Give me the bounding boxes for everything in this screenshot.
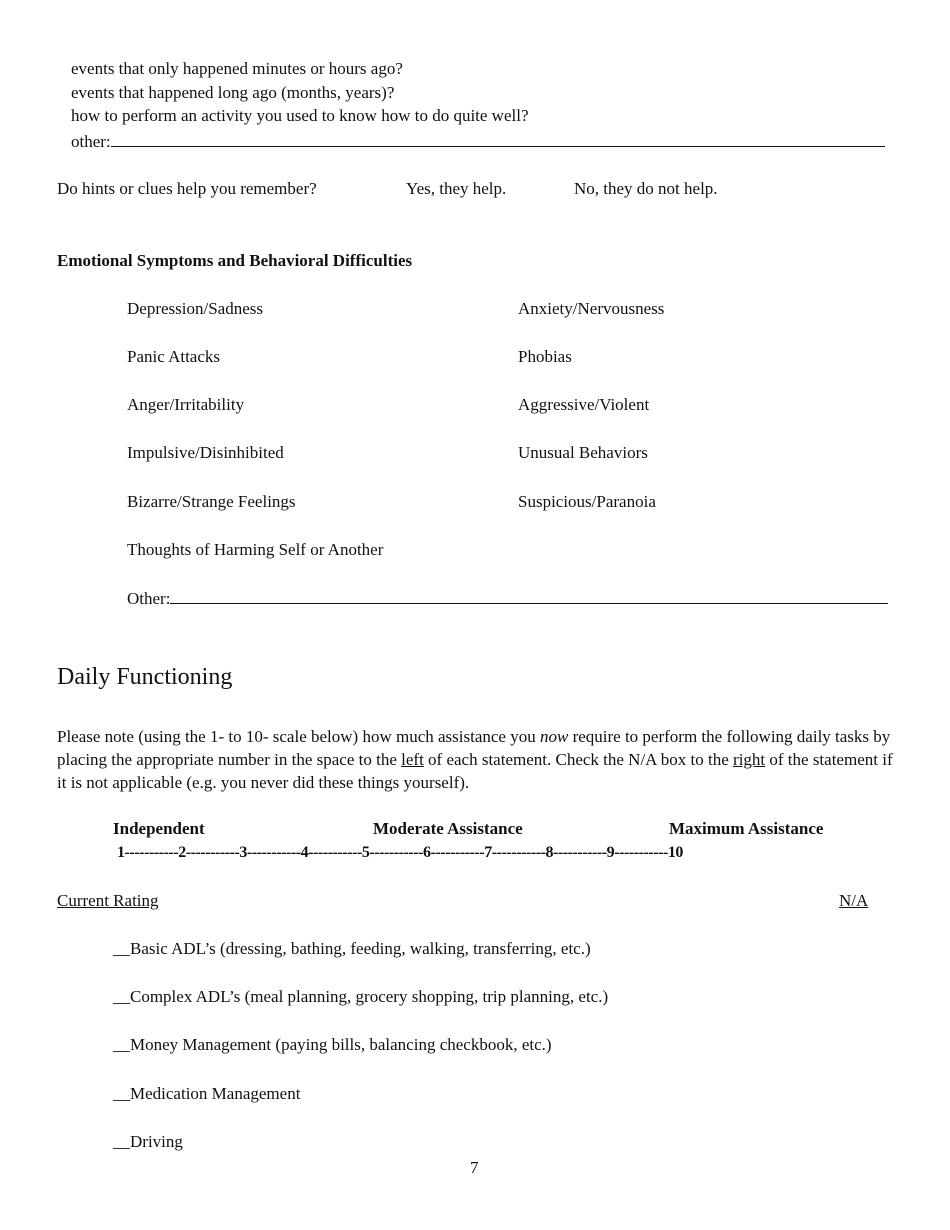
task-driving[interactable]: __Driving <box>113 1132 183 1151</box>
symptom-panic-attacks[interactable]: Panic Attacks <box>127 347 221 366</box>
memory-other-label: other: <box>71 132 111 151</box>
scale-independent: Independent <box>113 819 205 838</box>
symptom-bizarre[interactable]: Bizarre/Strange Feelings <box>127 492 296 511</box>
daily-instructions: Please note (using the 1- to 10- scale below) how much assistance you now require to perform the following daily tasks by placing the appropriate number in the space to the left of each statement. Check the N/A box to the right of the statement if it is not applicable (e.g. you never did these things yourself). <box>57 727 893 792</box>
emotional-other-row <box>127 588 888 609</box>
hints-yes-option[interactable]: Yes, they help. <box>406 179 507 198</box>
current-rating-header: Current Rating <box>57 891 159 910</box>
memory-line-1: events that only happened minutes or hours ago? <box>71 59 403 78</box>
symptom-aggressive[interactable]: Aggressive/Violent <box>518 395 650 414</box>
emotional-other-blank[interactable] <box>170 588 888 604</box>
emotional-heading: Emotional Symptoms and Behavioral Difficulties <box>57 251 413 270</box>
memory-other-row <box>71 131 885 152</box>
symptom-unusual-behaviors[interactable]: Unusual Behaviors <box>518 443 648 462</box>
task-money-management[interactable]: __Money Management (paying bills, balancing checkbook, etc.) <box>113 1035 552 1054</box>
task-complex-adl[interactable]: __Complex ADL’s (meal planning, grocery shopping, trip planning, etc.) <box>113 987 609 1006</box>
scale-moderate: Moderate Assistance <box>373 819 523 838</box>
daily-functioning-heading: Daily Functioning <box>57 664 233 690</box>
memory-line-3: how to perform an activity you used to know how to do quite well? <box>71 106 529 125</box>
symptom-impulsive[interactable]: Impulsive/Disinhibited <box>127 443 284 462</box>
page-number: 7 <box>470 1158 479 1177</box>
symptom-suspicious[interactable]: Suspicious/Paranoia <box>518 492 656 511</box>
symptom-phobias[interactable]: Phobias <box>518 347 572 366</box>
symptom-anger[interactable]: Anger/Irritability <box>127 395 245 414</box>
symptom-depression[interactable]: Depression/Sadness <box>127 299 263 318</box>
emotional-other-label: Other: <box>127 589 171 608</box>
symptom-anxiety[interactable]: Anxiety/Nervousness <box>518 299 665 318</box>
rating-scale: 1-----------2-----------3-----------4-----------5-----------6-----------7-----------8-----------9-----------10 <box>117 844 683 861</box>
memory-other-blank[interactable] <box>111 131 885 147</box>
task-medication-management[interactable]: __Medication Management <box>113 1084 301 1103</box>
scale-maximum: Maximum Assistance <box>669 819 824 838</box>
na-header: N/A <box>839 891 869 910</box>
memory-line-2: events that happened long ago (months, years)? <box>71 83 395 102</box>
task-basic-adl[interactable]: __Basic ADL’s (dressing, bathing, feeding, walking, transferring, etc.) <box>113 939 591 958</box>
hints-question: Do hints or clues help you remember? <box>57 179 317 198</box>
symptom-harming-thoughts[interactable]: Thoughts of Harming Self or Another <box>127 540 384 559</box>
hints-no-option[interactable]: No, they do not help. <box>574 179 718 198</box>
